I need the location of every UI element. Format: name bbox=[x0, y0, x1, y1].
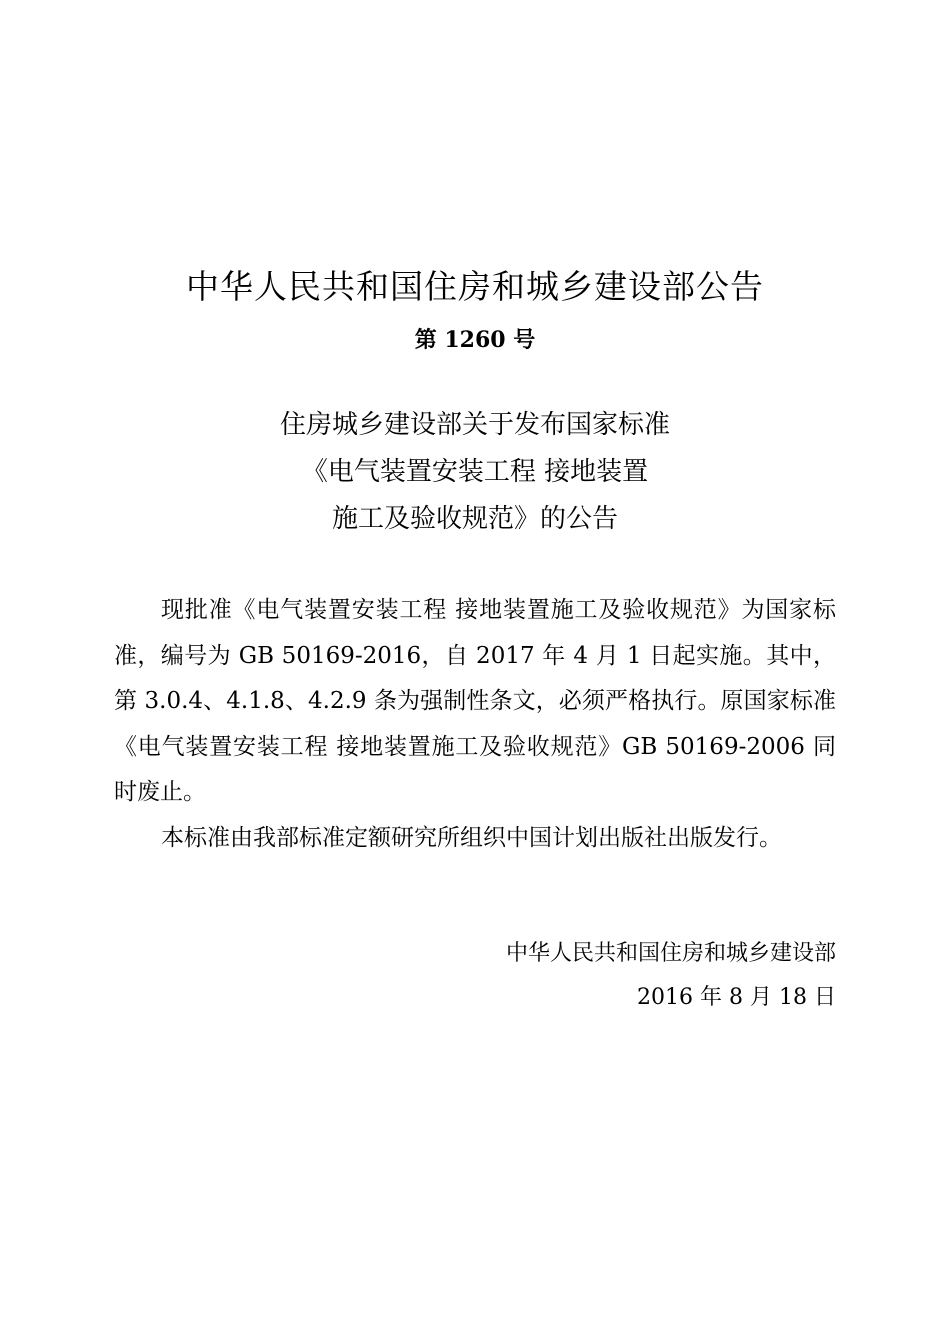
announcement-body bbox=[114, 588, 836, 861]
announcement-subtitle bbox=[0, 402, 950, 543]
signature-block bbox=[506, 936, 836, 1018]
body-paragraph: 本标准由我部标准定额研究所组织中国计划出版社出版发行。 bbox=[161, 824, 782, 851]
subtitle-line: 住房城乡建设部关于发布国家标准 bbox=[279, 410, 670, 440]
announcement-title: 中华人民共和国住房和城乡建设部公告 bbox=[186, 267, 764, 306]
subtitle-line: 施工及验收规范》的公告 bbox=[331, 504, 618, 534]
subtitle-line: 《电气装置安装工程 接地装置 bbox=[301, 457, 649, 487]
announcement-number: 第 1260 号 bbox=[414, 327, 536, 353]
signature-date: 2016 年 8 月 18 日 bbox=[637, 985, 836, 1010]
signature-organization: 中华人民共和国住房和城乡建设部 bbox=[505, 941, 836, 966]
body-paragraph: 现批准《电气装置安装工程 接地装置施工及验收规范》为国家标准，编号为 GB 50169-2016，自 2017 年 4 月 1 日起实施。其中，第 3.0.4、4.1.8、4.2.9 条为强制性条文，必须严格执行。原国家标准《电气装置安装工程 接地装置施工及验收规范》GB 50169-2006 同时废止。 bbox=[114, 597, 836, 805]
